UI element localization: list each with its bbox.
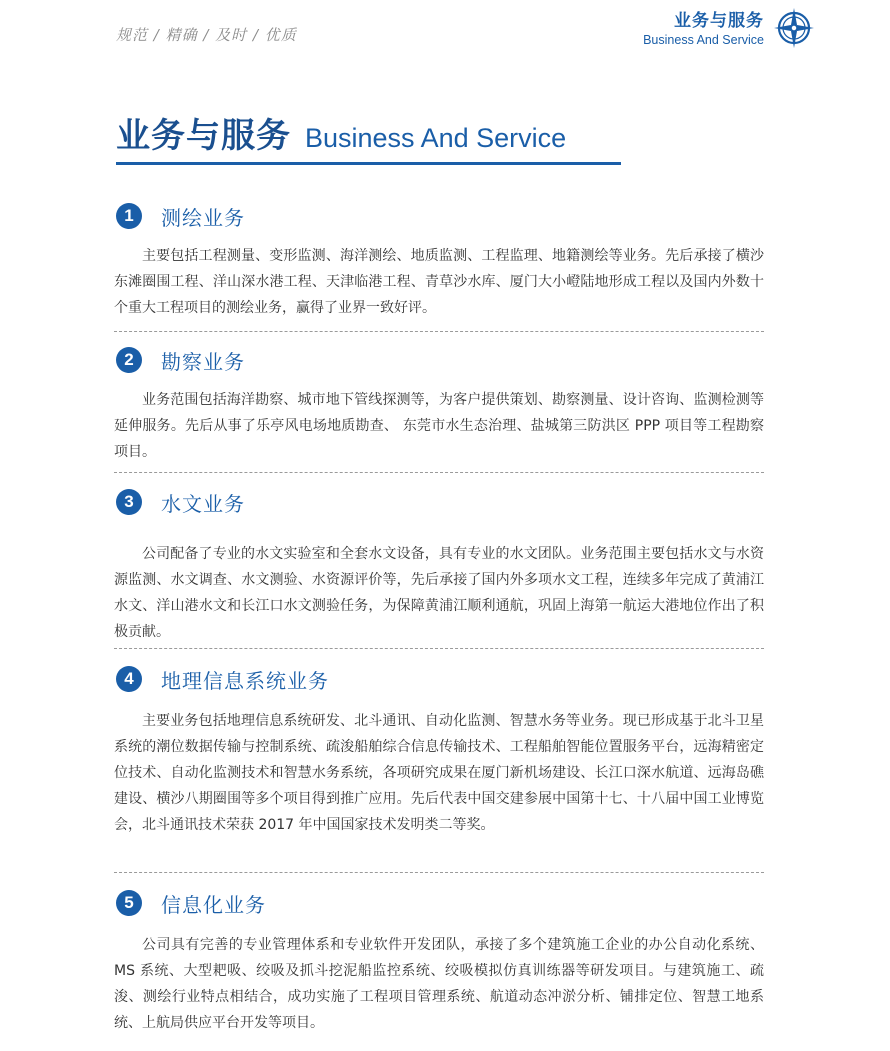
compass-cross-logo-icon — [772, 6, 816, 50]
brand-name-cn: 业务与服务 — [674, 11, 764, 31]
section-surveying — [114, 201, 764, 321]
section-title: 地理信息系统业务 — [161, 668, 329, 693]
section-heading — [114, 664, 764, 694]
section-title: 测绘业务 — [161, 205, 245, 230]
section-divider — [114, 472, 764, 473]
section-number-badge: 4 — [116, 666, 142, 692]
section-body: 主要业务包括地理信息系统研发、北斗通讯、自动化监测、智慧水务等业务。现已形成基于北斗卫星系统的潮位数据传输与控制系统、疏浚船舶综合信息传输技术、工程船舶智能位置服务平台，远海精密定位技术、自动化监测技术和智慧水务系统，各项研究成果在厦门新机场建设、长江口深水航道、远海岛礁建设、横沙八期圈围等多个项目得到推广应用。先后代表中国交建参展中国第十七、十八届中国工业博览会，北斗通讯技术荣获 2017 年中国国家技术发明类二等奖。 — [114, 713, 764, 833]
brand-name-en: Business And Service — [643, 33, 764, 47]
slogan-text: 规范 / 精确 / 及时 / 优质 — [116, 26, 297, 44]
section-number-badge: 2 — [116, 347, 142, 373]
page-title-en: Business And Service — [305, 123, 567, 153]
section-body: 公司配备了专业的水文实验室和全套水文设备，具有专业的水文团队。业务范围主要包括水文与水资源监测、水文调查、水文测验、水资源评价等，先后承接了国内外多项水文工程，连续多年完成了黄浦江水文、洋山港水文和长江口水文测验任务，为保障黄浦江顺利通航，巩固上海第一航运大港地位作出了积极贡献。 — [114, 546, 764, 640]
section-investigation — [114, 345, 764, 465]
page-title-cn: 业务与服务 — [116, 116, 291, 156]
section-number-badge: 3 — [116, 489, 142, 515]
section-informatization — [114, 888, 764, 1036]
section-heading — [114, 201, 764, 231]
section-body: 主要包括工程测量、变形监测、海洋测绘、地质监测、工程监理、地籍测绘等业务。先后承接了横沙东滩圈围工程、洋山深水港工程、天津临港工程、青草沙水库、厦门大小嶝陆地形成工程以及国内外数十个重大工程项目的测绘业务，赢得了业界一致好评。 — [114, 248, 764, 316]
section-title: 水文业务 — [161, 491, 245, 516]
section-number-badge: 1 — [116, 203, 142, 229]
section-body: 业务范围包括海洋勘察、城市地下管线探测等，为客户提供策划、勘察测量、设计咨询、监测检测等延伸服务。先后从事了乐亭风电场地质勘查、 东莞市水生态治理、盐城第三防洪区 PPP 项目等工程勘察项目。 — [114, 392, 764, 460]
section-body: 公司具有完善的专业管理体系和专业软件开发团队，承接了多个建筑施工企业的办公自动化系统、MS 系统、大型耙吸、绞吸及抓斗挖泥船监控系统、绞吸模拟仿真训练器等研发项目。与建筑施工、疏浚、测绘行业特点相结合，成功实施了工程项目管理系统、航道动态冲淤分析、铺排定位、智慧工地系统、上航局供应平台开发等项目。 — [114, 937, 764, 1031]
section-divider — [114, 872, 764, 873]
section-title: 信息化业务 — [161, 892, 266, 917]
page-title — [116, 108, 621, 165]
section-number-badge: 5 — [116, 890, 142, 916]
section-heading — [114, 487, 764, 517]
brand-block — [643, 10, 764, 48]
section-hydrology — [114, 487, 764, 645]
section-heading — [114, 345, 764, 375]
section-divider — [114, 648, 764, 649]
section-title: 勘察业务 — [161, 349, 245, 374]
section-heading — [114, 888, 764, 918]
section-divider — [114, 331, 764, 332]
section-gis — [114, 664, 764, 838]
